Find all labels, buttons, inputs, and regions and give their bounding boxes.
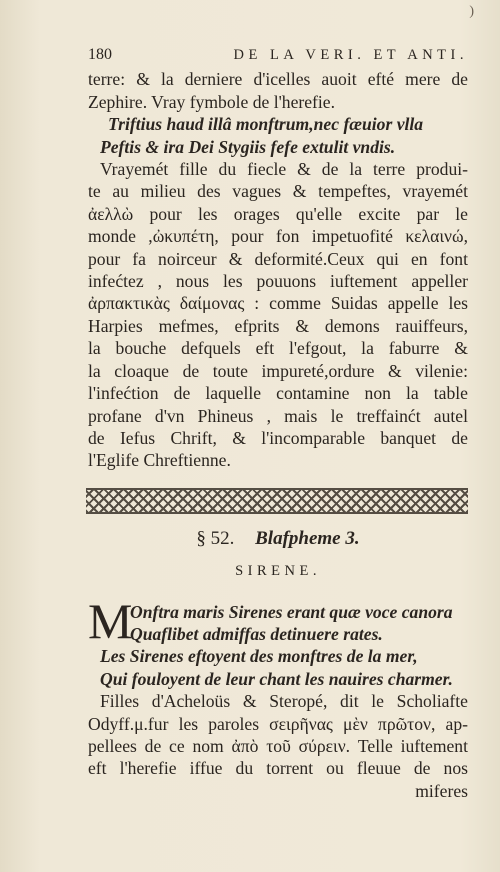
french-verse-line: Qui fouloyent de leur chant les nauires charmer. xyxy=(100,668,453,689)
latin-quote-line: Peftis & ira Dei Stygiis fefe extulit vndis. xyxy=(100,136,396,157)
latin-verse-line: Quaflibet admiffas detinuere rates. xyxy=(130,623,383,644)
body-line: profane d'vn Phineus , mais le treffainćt autel xyxy=(88,405,468,426)
ornamental-divider xyxy=(86,488,468,514)
body-line: ἀελλὼ pour les orages qu'elle excite par le xyxy=(88,203,468,224)
corner-mark: ) xyxy=(469,4,474,19)
body-line: Harpies mefmes, efprits & demons rauiffeurs, xyxy=(88,315,468,336)
body-line: l'Eglife Chreftienne. xyxy=(88,450,231,471)
body-line: Zephire. Vray fymbole de l'herefie. xyxy=(88,91,336,112)
page-number: 180 xyxy=(88,46,112,63)
catchword: miferes xyxy=(415,780,468,801)
body-line: la cloaque de toute impureté,ordure & vilenie: xyxy=(88,360,468,381)
body-line: terre: & la derniere d'icelles auoit efté mere de xyxy=(88,69,468,90)
body-line: pellees de ce nom ἀπὸ τοῦ σύρειν. Telle iuftement xyxy=(88,735,468,756)
running-header xyxy=(88,44,468,66)
section-number: § 52. xyxy=(196,527,235,549)
body-line: Vrayemét fille du fiecle & de la terre produi- xyxy=(100,159,468,180)
body-line: l'infećtion de laquelle contamine non la table xyxy=(88,383,468,404)
body-line: monde ,ὠκυπέτη, pour fon impetuofité κελαινώ, xyxy=(88,226,468,247)
body-line: te au milieu des vagues & tempeftes, vrayemét xyxy=(88,181,468,202)
body-line: Filles d'Acheloüs & Steropé, dit le Scholiafte xyxy=(100,691,468,712)
french-verse-line: Les Sirenes eftoyent des monftres de la mer, xyxy=(100,646,418,667)
body-line: infećtez , nous les pouuons iuftement appeller xyxy=(88,271,468,292)
latin-verse-line: Onftra maris Sirenes erant quæ voce canora xyxy=(130,601,453,622)
body-line: eft l'herefie iffue du torrent ou fleuue de nos xyxy=(88,758,468,779)
body-line: pour fa noirceur & deformité.Ceux qui en font xyxy=(88,248,468,269)
body-line: ἀρπακτικὰς δαίμονας : comme Suidas appelle les xyxy=(88,293,468,314)
body-line: la bouche defquels eft l'efgout, la faburre & xyxy=(88,338,468,359)
drop-cap: M xyxy=(88,592,133,649)
body-line: Odyff.μ.fur les paroles σειρῆνας μὲν πρῶτον, ap- xyxy=(88,713,468,734)
section-heading xyxy=(88,528,468,550)
running-title: DE LA VERI. ET ANTI. xyxy=(233,47,468,63)
page-text-block xyxy=(88,44,468,802)
latin-quote-line: Triftius haud illâ monftrum,nec fæuior vlla xyxy=(108,114,424,135)
subheading: SIRENE. xyxy=(235,563,321,580)
body-line: de Iefus Chrift, & l'incomparable banquet de xyxy=(88,427,468,448)
section-title: Blafpheme 3. xyxy=(255,527,360,549)
verse-with-dropcap xyxy=(88,592,468,649)
